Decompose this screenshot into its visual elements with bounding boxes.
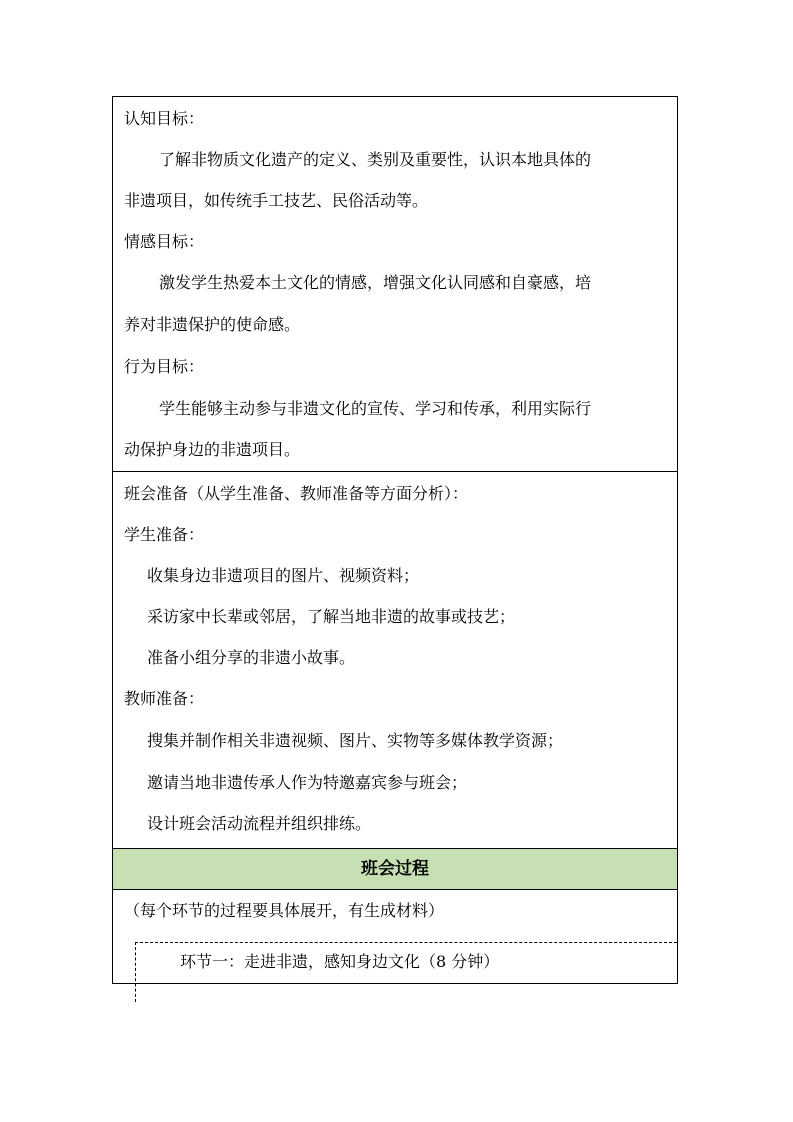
process-content-cell (113, 890, 677, 983)
teacher-prep-item: 设计班会活动流程并组织排练。 (147, 814, 372, 833)
objectives-cell (113, 97, 677, 472)
teacher-prep-item: 邀请当地非遗传承人作为特邀嘉宾参与班会； (147, 773, 468, 792)
process-note: （每个环节的过程要具体展开，有生成材料） (124, 901, 445, 920)
cognitive-goal-text-line2: 非遗项目，如传统手工技艺、民俗活动等。 (124, 191, 429, 210)
behavior-goal-text-line1: 学生能够主动参与非遗文化的宣传、学习和传承，利用实际行 (159, 399, 592, 418)
student-prep-item: 收集身边非遗项目的图片、视频资料； (147, 566, 420, 585)
preparation-heading: 班会准备（从学生准备、教师准备等方面分析）： (124, 484, 469, 503)
behavior-goal-text-line2: 动保护身边的非遗项目。 (124, 440, 301, 459)
teacher-prep-item: 搜集并制作相关非遗视频、图片、实物等多媒体教学资源； (147, 731, 564, 750)
teacher-prep-heading: 教师准备： (124, 689, 205, 708)
behavior-goal-heading: 行为目标： (124, 357, 205, 376)
cognitive-goal-text-line1: 了解非物质文化遗产的定义、类别及重要性，认识本地具体的 (159, 150, 592, 169)
preparation-cell (113, 472, 677, 849)
process-header-cell (113, 849, 677, 890)
emotion-goal-heading: 情感目标： (124, 232, 205, 251)
lesson-plan-table (112, 96, 678, 984)
student-prep-item: 准备小组分享的非遗小故事。 (147, 648, 356, 667)
cognitive-goal-heading: 认知目标： (124, 109, 205, 128)
process-title: 班会过程 (361, 859, 429, 879)
emotion-goal-text-line2: 养对非遗保护的使命感。 (124, 315, 301, 334)
step-box (135, 942, 677, 1002)
step1-title: 环节一：走进非遗，感知身边文化（8 分钟） (180, 952, 500, 971)
student-prep-heading: 学生准备： (124, 525, 205, 544)
emotion-goal-text-line1: 激发学生热爱本土文化的情感，增强文化认同感和自豪感，培 (159, 273, 592, 292)
student-prep-item: 采访家中长辈或邻居，了解当地非遗的故事或技艺； (147, 607, 516, 626)
